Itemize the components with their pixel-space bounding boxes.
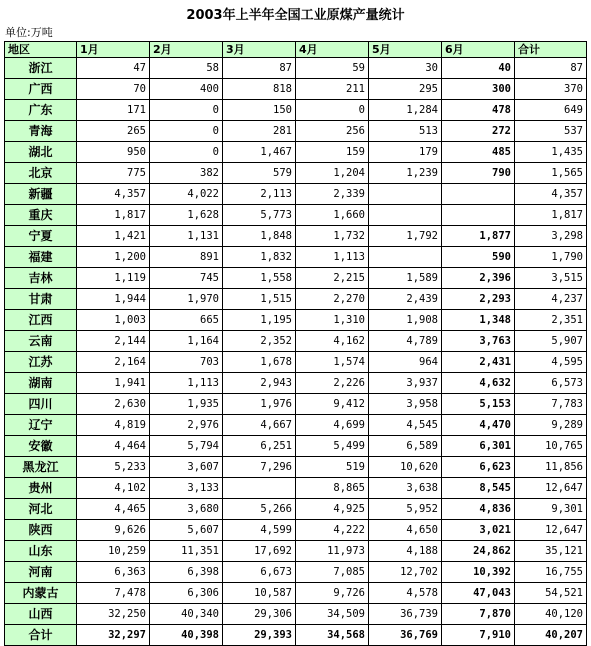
- cell-jun: 590: [442, 247, 515, 268]
- cell-jun: 2,293: [442, 289, 515, 310]
- header-cell-jan: 1月: [77, 42, 150, 58]
- cell-may: 2,439: [369, 289, 442, 310]
- cell-apr: 4,699: [296, 415, 369, 436]
- header-cell-jun: 6月: [442, 42, 515, 58]
- cell-may: 1,239: [369, 163, 442, 184]
- cell-region: 合计: [5, 625, 77, 646]
- cell-may: 1,792: [369, 226, 442, 247]
- cell-feb: 745: [150, 268, 223, 289]
- cell-jun: 3,021: [442, 520, 515, 541]
- cell-jun: 272: [442, 121, 515, 142]
- cell-jan: 70: [77, 79, 150, 100]
- cell-jan: 775: [77, 163, 150, 184]
- cell-region: 广西: [5, 79, 77, 100]
- cell-apr: 7,085: [296, 562, 369, 583]
- header-cell-mar: 3月: [223, 42, 296, 58]
- unit-label: 单位:万吨: [5, 26, 53, 39]
- cell-may: 10,620: [369, 457, 442, 478]
- cell-apr: 519: [296, 457, 369, 478]
- cell-region: 吉林: [5, 268, 77, 289]
- cell-jan: 1,003: [77, 310, 150, 331]
- table-row: [5, 478, 587, 499]
- cell-jan: 171: [77, 100, 150, 121]
- cell-mar: 10,587: [223, 583, 296, 604]
- cell-jun: 4,836: [442, 499, 515, 520]
- table-row: [5, 583, 587, 604]
- header-cell-total: 合计: [515, 42, 587, 58]
- cell-feb: 1,970: [150, 289, 223, 310]
- cell-feb: 6,306: [150, 583, 223, 604]
- cell-jan: 950: [77, 142, 150, 163]
- cell-region: 黑龙江: [5, 457, 77, 478]
- cell-apr: 8,865: [296, 478, 369, 499]
- table-row: [5, 373, 587, 394]
- cell-region: 青海: [5, 121, 77, 142]
- cell-region: 湖南: [5, 373, 77, 394]
- cell-apr: 2,226: [296, 373, 369, 394]
- cell-feb: 382: [150, 163, 223, 184]
- cell-may: [369, 205, 442, 226]
- cell-feb: 58: [150, 58, 223, 79]
- cell-region: 陕西: [5, 520, 77, 541]
- cell-feb: 4,022: [150, 184, 223, 205]
- cell-mar: 281: [223, 121, 296, 142]
- cell-region: 北京: [5, 163, 77, 184]
- cell-jan: 4,102: [77, 478, 150, 499]
- cell-jun: [442, 205, 515, 226]
- cell-may: 4,545: [369, 415, 442, 436]
- cell-jun: 1,348: [442, 310, 515, 331]
- table-row: [5, 184, 587, 205]
- cell-mar: 818: [223, 79, 296, 100]
- cell-jan: 5,233: [77, 457, 150, 478]
- cell-apr: 4,162: [296, 331, 369, 352]
- cell-jan: 4,464: [77, 436, 150, 457]
- table-row: [5, 268, 587, 289]
- cell-total: 1,565: [515, 163, 587, 184]
- cell-mar: 2,113: [223, 184, 296, 205]
- cell-total: 12,647: [515, 520, 587, 541]
- table-row: [5, 604, 587, 625]
- cell-region: 新疆: [5, 184, 77, 205]
- table-row: [5, 121, 587, 142]
- cell-total: 649: [515, 100, 587, 121]
- cell-feb: 1,113: [150, 373, 223, 394]
- cell-region: 江西: [5, 310, 77, 331]
- cell-total: 370: [515, 79, 587, 100]
- table-row: [5, 247, 587, 268]
- table-row: [5, 163, 587, 184]
- cell-jan: 47: [77, 58, 150, 79]
- cell-feb: 3,133: [150, 478, 223, 499]
- cell-mar: 1,195: [223, 310, 296, 331]
- cell-apr: 9,726: [296, 583, 369, 604]
- cell-jun: 4,470: [442, 415, 515, 436]
- cell-jan: 7,478: [77, 583, 150, 604]
- cell-apr: 1,310: [296, 310, 369, 331]
- cell-region: 重庆: [5, 205, 77, 226]
- cell-apr: 211: [296, 79, 369, 100]
- cell-region: 山西: [5, 604, 77, 625]
- cell-feb: 400: [150, 79, 223, 100]
- cell-region: 河北: [5, 499, 77, 520]
- table-row: [5, 310, 587, 331]
- cell-total: 40,207: [515, 625, 587, 646]
- cell-may: 36,739: [369, 604, 442, 625]
- cell-may: 1,284: [369, 100, 442, 121]
- cell-region: 山东: [5, 541, 77, 562]
- cell-jun: 40: [442, 58, 515, 79]
- cell-jun: 47,043: [442, 583, 515, 604]
- cell-region: 甘肃: [5, 289, 77, 310]
- cell-jan: 32,297: [77, 625, 150, 646]
- cell-may: 6,589: [369, 436, 442, 457]
- table-row: [5, 79, 587, 100]
- cell-feb: 5,607: [150, 520, 223, 541]
- cell-mar: 2,352: [223, 331, 296, 352]
- cell-may: 5,952: [369, 499, 442, 520]
- cell-total: 3,515: [515, 268, 587, 289]
- cell-total: 9,289: [515, 415, 587, 436]
- cell-jun: 10,392: [442, 562, 515, 583]
- cell-apr: 2,270: [296, 289, 369, 310]
- total-row: [5, 625, 587, 646]
- cell-jan: 4,819: [77, 415, 150, 436]
- cell-apr: 1,113: [296, 247, 369, 268]
- cell-jun: 485: [442, 142, 515, 163]
- cell-total: 5,907: [515, 331, 587, 352]
- cell-total: 3,298: [515, 226, 587, 247]
- cell-may: 36,769: [369, 625, 442, 646]
- cell-may: 964: [369, 352, 442, 373]
- cell-apr: 34,568: [296, 625, 369, 646]
- table-row: [5, 562, 587, 583]
- cell-mar: 5,266: [223, 499, 296, 520]
- cell-mar: 4,667: [223, 415, 296, 436]
- cell-apr: 34,509: [296, 604, 369, 625]
- cell-region: 福建: [5, 247, 77, 268]
- cell-jun: 300: [442, 79, 515, 100]
- cell-mar: 1,848: [223, 226, 296, 247]
- cell-jan: 1,200: [77, 247, 150, 268]
- cell-mar: 6,251: [223, 436, 296, 457]
- header-cell-may: 5月: [369, 42, 442, 58]
- cell-jun: 7,870: [442, 604, 515, 625]
- cell-total: 11,856: [515, 457, 587, 478]
- cell-feb: 0: [150, 121, 223, 142]
- cell-jan: 2,164: [77, 352, 150, 373]
- cell-may: 1,908: [369, 310, 442, 331]
- table-row: [5, 100, 587, 121]
- cell-total: 7,783: [515, 394, 587, 415]
- cell-apr: 1,660: [296, 205, 369, 226]
- cell-jun: 2,396: [442, 268, 515, 289]
- cell-mar: 87: [223, 58, 296, 79]
- cell-mar: 1,467: [223, 142, 296, 163]
- cell-region: 宁夏: [5, 226, 77, 247]
- cell-jun: [442, 184, 515, 205]
- cell-region: 辽宁: [5, 415, 77, 436]
- table-row: [5, 289, 587, 310]
- cell-may: 30: [369, 58, 442, 79]
- cell-feb: 2,976: [150, 415, 223, 436]
- cell-jun: 7,910: [442, 625, 515, 646]
- cell-jan: 6,363: [77, 562, 150, 583]
- cell-mar: 17,692: [223, 541, 296, 562]
- cell-jan: 2,630: [77, 394, 150, 415]
- cell-mar: [223, 478, 296, 499]
- cell-total: 54,521: [515, 583, 587, 604]
- cell-may: 3,958: [369, 394, 442, 415]
- cell-apr: 0: [296, 100, 369, 121]
- header-cell-region: 地区: [5, 42, 77, 58]
- cell-feb: 891: [150, 247, 223, 268]
- cell-total: 16,755: [515, 562, 587, 583]
- cell-mar: 579: [223, 163, 296, 184]
- cell-feb: 40,340: [150, 604, 223, 625]
- table-row: [5, 205, 587, 226]
- cell-jun: 8,545: [442, 478, 515, 499]
- cell-total: 2,351: [515, 310, 587, 331]
- cell-jan: 32,250: [77, 604, 150, 625]
- page-title: 2003年上半年全国工业原煤产量统计: [186, 8, 405, 23]
- header-row: [5, 42, 587, 58]
- cell-may: [369, 184, 442, 205]
- cell-mar: 1,515: [223, 289, 296, 310]
- cell-jun: 4,632: [442, 373, 515, 394]
- cell-feb: 3,680: [150, 499, 223, 520]
- cell-total: 35,121: [515, 541, 587, 562]
- cell-apr: 59: [296, 58, 369, 79]
- cell-may: 3,937: [369, 373, 442, 394]
- cell-jun: 2,431: [442, 352, 515, 373]
- cell-may: 513: [369, 121, 442, 142]
- cell-jan: 2,144: [77, 331, 150, 352]
- cell-apr: 11,973: [296, 541, 369, 562]
- cell-apr: 2,215: [296, 268, 369, 289]
- cell-mar: 4,599: [223, 520, 296, 541]
- coal-production-table: [4, 41, 587, 646]
- cell-total: 4,237: [515, 289, 587, 310]
- cell-jan: 10,259: [77, 541, 150, 562]
- cell-total: 1,817: [515, 205, 587, 226]
- cell-apr: 4,222: [296, 520, 369, 541]
- cell-feb: 11,351: [150, 541, 223, 562]
- cell-total: 10,765: [515, 436, 587, 457]
- cell-apr: 2,339: [296, 184, 369, 205]
- cell-may: 4,789: [369, 331, 442, 352]
- cell-feb: 6,398: [150, 562, 223, 583]
- cell-jan: 265: [77, 121, 150, 142]
- table-row: [5, 394, 587, 415]
- cell-may: 4,650: [369, 520, 442, 541]
- cell-jan: 4,465: [77, 499, 150, 520]
- cell-jun: 5,153: [442, 394, 515, 415]
- cell-total: 537: [515, 121, 587, 142]
- table-row: [5, 415, 587, 436]
- cell-mar: 1,976: [223, 394, 296, 415]
- table-row: [5, 541, 587, 562]
- table-row: [5, 142, 587, 163]
- header-cell-feb: 2月: [150, 42, 223, 58]
- cell-apr: 1,574: [296, 352, 369, 373]
- table-row: [5, 331, 587, 352]
- cell-mar: 1,558: [223, 268, 296, 289]
- cell-feb: 1,628: [150, 205, 223, 226]
- cell-may: 1,589: [369, 268, 442, 289]
- cell-region: 内蒙古: [5, 583, 77, 604]
- cell-region: 江苏: [5, 352, 77, 373]
- cell-mar: 29,393: [223, 625, 296, 646]
- table-row: [5, 352, 587, 373]
- header-cell-apr: 4月: [296, 42, 369, 58]
- table-row: [5, 58, 587, 79]
- cell-mar: 1,678: [223, 352, 296, 373]
- cell-may: 295: [369, 79, 442, 100]
- cell-may: 3,638: [369, 478, 442, 499]
- cell-jan: 1,941: [77, 373, 150, 394]
- cell-jan: 4,357: [77, 184, 150, 205]
- cell-may: 12,702: [369, 562, 442, 583]
- cell-mar: 7,296: [223, 457, 296, 478]
- cell-region: 湖北: [5, 142, 77, 163]
- cell-jun: 6,623: [442, 457, 515, 478]
- cell-apr: 4,925: [296, 499, 369, 520]
- cell-mar: 29,306: [223, 604, 296, 625]
- table-row: [5, 499, 587, 520]
- cell-total: 6,573: [515, 373, 587, 394]
- cell-jun: 1,877: [442, 226, 515, 247]
- cell-region: 云南: [5, 331, 77, 352]
- cell-total: 87: [515, 58, 587, 79]
- cell-may: 4,188: [369, 541, 442, 562]
- cell-region: 四川: [5, 394, 77, 415]
- cell-mar: 5,773: [223, 205, 296, 226]
- cell-feb: 5,794: [150, 436, 223, 457]
- cell-feb: 1,935: [150, 394, 223, 415]
- table-row: [5, 457, 587, 478]
- cell-feb: 703: [150, 352, 223, 373]
- cell-jan: 9,626: [77, 520, 150, 541]
- cell-region: 贵州: [5, 478, 77, 499]
- cell-total: 4,357: [515, 184, 587, 205]
- cell-feb: 1,164: [150, 331, 223, 352]
- cell-total: 12,647: [515, 478, 587, 499]
- cell-apr: 1,204: [296, 163, 369, 184]
- cell-apr: 256: [296, 121, 369, 142]
- cell-region: 浙江: [5, 58, 77, 79]
- cell-total: 40,120: [515, 604, 587, 625]
- cell-feb: 0: [150, 100, 223, 121]
- cell-mar: 2,943: [223, 373, 296, 394]
- cell-feb: 0: [150, 142, 223, 163]
- cell-feb: 665: [150, 310, 223, 331]
- cell-apr: 159: [296, 142, 369, 163]
- cell-jun: 6,301: [442, 436, 515, 457]
- cell-total: 1,790: [515, 247, 587, 268]
- table-row: [5, 520, 587, 541]
- cell-region: 安徽: [5, 436, 77, 457]
- cell-feb: 3,607: [150, 457, 223, 478]
- cell-jan: 1,817: [77, 205, 150, 226]
- table-row: [5, 436, 587, 457]
- cell-total: 4,595: [515, 352, 587, 373]
- cell-jun: 478: [442, 100, 515, 121]
- cell-jan: 1,944: [77, 289, 150, 310]
- cell-jun: 3,763: [442, 331, 515, 352]
- cell-jan: 1,421: [77, 226, 150, 247]
- table-row: [5, 226, 587, 247]
- cell-jan: 1,119: [77, 268, 150, 289]
- cell-jun: 790: [442, 163, 515, 184]
- cell-mar: 150: [223, 100, 296, 121]
- cell-total: 9,301: [515, 499, 587, 520]
- cell-apr: 5,499: [296, 436, 369, 457]
- cell-may: 4,578: [369, 583, 442, 604]
- cell-may: [369, 247, 442, 268]
- cell-may: 179: [369, 142, 442, 163]
- cell-feb: 40,398: [150, 625, 223, 646]
- cell-apr: 9,412: [296, 394, 369, 415]
- cell-mar: 1,832: [223, 247, 296, 268]
- cell-mar: 6,673: [223, 562, 296, 583]
- cell-region: 河南: [5, 562, 77, 583]
- cell-jun: 24,862: [442, 541, 515, 562]
- cell-region: 广东: [5, 100, 77, 121]
- cell-apr: 1,732: [296, 226, 369, 247]
- cell-feb: 1,131: [150, 226, 223, 247]
- cell-total: 1,435: [515, 142, 587, 163]
